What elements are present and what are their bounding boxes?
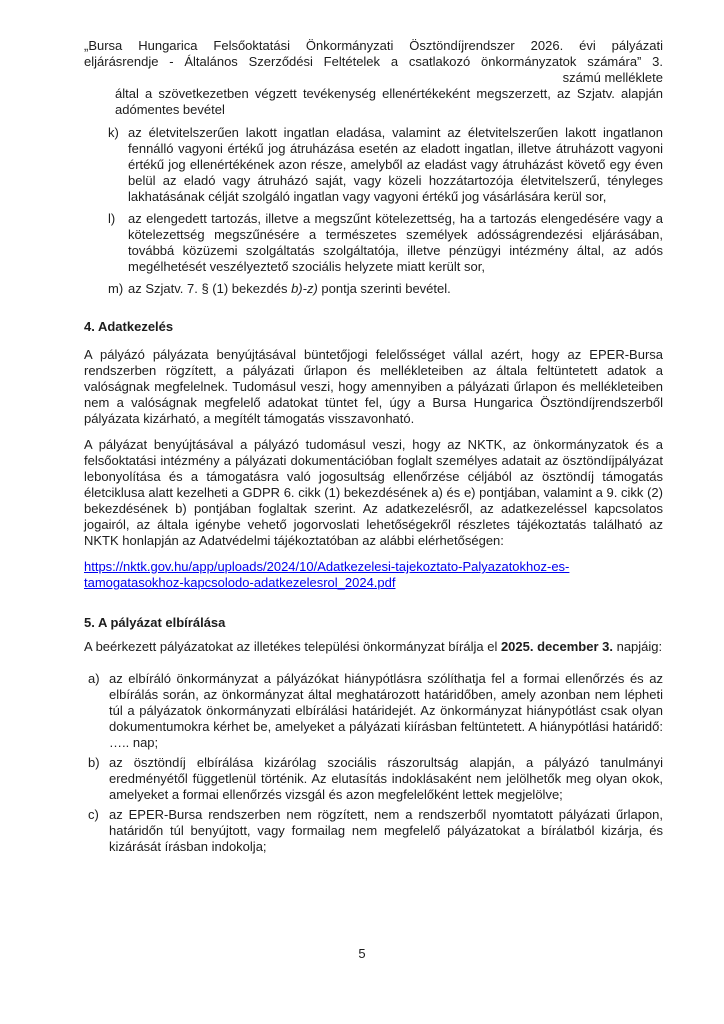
list-item-k-text: az életvitelszerűen lakott ingatlan eladása, valamint az életvitelszerűen lakott ingatlanon fennálló vagyoni értékű jog átruházása esetén az eladott ingatlan, illetve átruházott vagyoni értékű jog ellenértékének azon része, amelyből az eladást vagy átruházást követő egy éven belül az eladó vagy átruházó saját, vagy közeli hozzátartozója életvitelszerű, tényleges lakhatásának célját szolgáló ingatlan vagy vagyoni értékű jog vásárlására kerül sor, — [128, 125, 663, 204]
list-marker-k: k) — [108, 125, 119, 140]
section-4-heading: 4. Adatkezelés — [84, 319, 174, 334]
income-list — [84, 125, 663, 297]
document-title-line-2: eljárásrendje - Általános Szerződési Feltételek a csatlakozó önkormányzatok számára” 3. — [84, 54, 663, 69]
list-marker-b: b) — [88, 755, 100, 770]
section-4-paragraph-2: A pályázat benyújtásával a pályázó tudomásul veszi, hogy az NKTK, az önkormányzatok és a felsőoktatási intézmény a pályázati dokumentációban foglalt személyes adatait az ösztöndíjpályázat lebonyolítása és a támogatásra való jogosultság ellenőrzése céljából az ösztöndíj támogatás életciklusa alatt kezelheti a GDPR 6. cikk (1) bekezdésének a) és e) pontjában, valamint a 9. cikk (2) bekezdésének b) pontjában foglaltak szerint. Az adatkezelésről, az adatkezeléssel kapcsolatos jogairól, az általa igénybe vehető jogorvoslati lehetőségekről részletes tájékoztatás található az NKTK honlapján az Adatvédelmi tájékoztatóban az alábbi elérhetőségen: — [84, 437, 663, 548]
list-item-b-text: az ösztöndíj elbírálása kizárólag szociális rászorultság alapján, a pályázó tanulmányi eredményétől függetlenül történik. Az elutasítás indoklásaként nem jelölhetők meg olyan okok, amelyeket a formai ellenőrzés vizsgál és azon megfelelőként lettek megjelölve; — [109, 755, 663, 802]
section-4-paragraph-1: A pályázó pályázata benyújtásával büntetőjogi felelősséget vállal azért, hogy az EPER-Bursa rendszerben rögzített, a pályázati űrlapon és mellékleteiben az általa feltüntetett adatok a valóságnak megfelelnek. Tudomásul veszi, hogy amennyiben a pályázati űrlapon és mellékleteiben nem a valóságnak megfelelő adatokat tüntet fel, úgy a Bursa Hungarica Ösztöndíjrendszerből pályázata kizárható, a megítélt támogatás visszavonható. — [84, 347, 663, 426]
document-title-line-3: számú melléklete — [562, 70, 663, 85]
list-item-a-text: az elbíráló önkormányzat a pályázókat hiánypótlásra szólíthatja fel a formai ellenőrzés és az elbírálás során, az önkormányzat által meghatározott határidőben, amely azonban nem lépheti túl a pályázatok önkormányzati elbírálási határidejét. Az önkormányzat hiánypótlást csak olyan dokumentumokra kérhet be, amelyeket a pályázati kiírásban feltüntetett. A hiánypótlási határidő: ….. nap; — [109, 671, 663, 750]
list-item-c-text: az EPER-Bursa rendszerben nem rögzített, nem a rendszerből nyomtatott pályázati űrlapon, határidőn túl benyújtott, vagy formailag nem megfelelő pályázatokat a bírálatból kizárja, és kizárását írásban indokolja; — [109, 807, 663, 854]
list-marker-l: l) — [108, 211, 116, 226]
section-5-intro-text-after: napjáig: — [612, 639, 663, 654]
decision-deadline-date: 2025. december 3. — [500, 639, 613, 654]
list-item-m — [108, 281, 663, 297]
review-list — [84, 671, 663, 855]
list-marker-a: a) — [88, 671, 100, 686]
document-title — [84, 38, 663, 86]
page-number: 5 — [358, 946, 366, 961]
list-item-c — [88, 807, 663, 855]
privacy-link-paragraph — [84, 559, 663, 591]
section-5-intro-text: A beérkezett pályázatokat az illetékes települési önkormányzat bírálja el — [84, 639, 501, 654]
list-item-m-text — [128, 281, 663, 297]
list-marker-c: c) — [88, 807, 99, 822]
continuation-paragraph: által a szövetkezetben végzett tevékenység ellenértékeként megszerzett, az Szjatv. alapján adómentes bevétel — [115, 86, 663, 117]
document-title-line-1: „Bursa Hungarica Felsőoktatási Önkormányzati Ösztöndíjrendszer 2026. évi pályázati — [84, 38, 663, 53]
list-item-b — [88, 755, 663, 803]
section-5-intro — [84, 639, 663, 655]
list-item-m-text-before: az Szjatv. 7. § (1) bekezdés — [128, 281, 292, 296]
list-marker-m: m) — [108, 281, 124, 296]
list-item-k — [108, 125, 663, 205]
list-item-l-text: az elengedett tartozás, illetve a megszűnt kötelezettség, ha a tartozás elengedésére vagy a kötelezettség megszűnésére a természetes személyek adósságrendezési eljárásában, továbbá közüzemi szolgáltatás szolgáltatója, illetve pénzügyi intézmény által, az adós megélhetését veszélyeztető szociális helyzete miatt került sor, — [128, 211, 663, 274]
list-item-m-text-after: pontja szerinti bevétel. — [317, 281, 451, 296]
list-item-a — [88, 671, 663, 751]
list-item-l — [108, 211, 663, 275]
privacy-policy-link[interactable]: https://nktk.gov.hu/app/uploads/2024/10/Adatkezelesi-tajekoztato-Palyazatokhoz-es-tamogatasokhoz-kapcsolodo-adatkezelesrol_2024.pdf — [84, 559, 570, 590]
section-5-heading: 5. A pályázat elbírálása — [84, 615, 226, 630]
list-item-m-italic-ref: b)-z) — [291, 281, 318, 296]
